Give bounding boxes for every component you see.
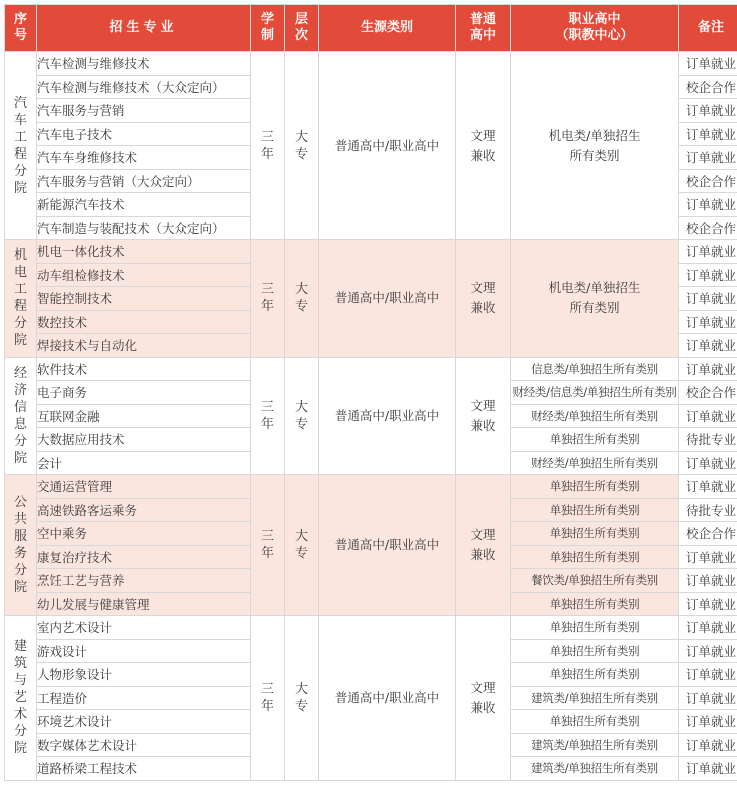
remark-badge: 订单就业 bbox=[679, 310, 737, 334]
text-line: 专 bbox=[294, 146, 308, 162]
text-line: 分 bbox=[13, 163, 27, 179]
program-years bbox=[251, 52, 285, 240]
student-source: 普通高中/职业高中 bbox=[319, 240, 456, 358]
text-line: 文理 bbox=[470, 397, 496, 413]
major-name: 游戏设计 bbox=[37, 639, 251, 663]
vocational-category: 单独招生所有类别 bbox=[511, 710, 679, 734]
major-name: 道路桥梁工程技术 bbox=[37, 757, 251, 781]
program-level bbox=[285, 357, 319, 475]
remark-badge: 校企合作 bbox=[679, 522, 737, 546]
high-school-policy bbox=[456, 52, 511, 240]
text-line: 服 bbox=[13, 529, 27, 544]
text-line: 年 bbox=[260, 146, 274, 162]
text-line: 文理 bbox=[470, 127, 496, 143]
text-line: 信 bbox=[13, 399, 27, 415]
remark-badge: 订单就业 bbox=[679, 757, 737, 781]
program-years bbox=[251, 475, 285, 616]
program-level bbox=[285, 52, 319, 240]
major-name: 空中乘务 bbox=[37, 522, 251, 546]
text-line: 大 bbox=[294, 399, 308, 415]
department-name bbox=[5, 240, 37, 358]
text-line: 兼收 bbox=[470, 147, 496, 163]
table-row bbox=[5, 616, 737, 640]
text-line: 文理 bbox=[470, 527, 496, 542]
vocational-category: 财经类/单独招生所有类别 bbox=[511, 451, 679, 475]
major-name: 焊接技术与自动化 bbox=[37, 334, 251, 358]
major-name: 环境艺术设计 bbox=[37, 710, 251, 734]
major-name: 汽车检测与维修技术（大众定向） bbox=[37, 75, 251, 99]
remark-badge: 订单就业 bbox=[679, 193, 737, 217]
remark-badge: 校企合作 bbox=[679, 216, 737, 240]
vocational-category bbox=[511, 52, 679, 240]
major-name: 互联网金融 bbox=[37, 404, 251, 428]
major-name: 动车组检修技术 bbox=[37, 263, 251, 287]
major-name: 康复治疗技术 bbox=[37, 545, 251, 569]
text-line: 所有类别 bbox=[569, 147, 620, 163]
text-line: 兼收 bbox=[470, 300, 496, 316]
student-source: 普通高中/职业高中 bbox=[319, 616, 456, 781]
program-years bbox=[251, 357, 285, 475]
text-line: 术 bbox=[13, 707, 27, 723]
major-name: 汽车制造与装配技术（大众定向） bbox=[37, 216, 251, 240]
text-line: 车 bbox=[13, 112, 27, 128]
text-line: 年 bbox=[260, 299, 274, 315]
text-line: 机 bbox=[13, 248, 27, 264]
header-seq: 序 号 bbox=[5, 5, 37, 52]
remark-badge: 校企合作 bbox=[679, 75, 737, 99]
vocational-category: 财经类/信息类/单独招生所有类别 bbox=[511, 381, 679, 405]
vocational-category: 单独招生所有类别 bbox=[511, 639, 679, 663]
department-name bbox=[5, 357, 37, 475]
text-line: 经 bbox=[13, 365, 27, 381]
header-years: 学 制 bbox=[251, 5, 285, 52]
text-line: 所有类别 bbox=[569, 300, 620, 316]
major-name: 高速铁路客运乘务 bbox=[37, 498, 251, 522]
text-line: 艺 bbox=[13, 690, 27, 706]
text-line: 大 bbox=[294, 529, 308, 544]
vocational-category: 餐饮类/单独招生所有类别 bbox=[511, 569, 679, 593]
remark-badge: 待批专业 bbox=[679, 498, 737, 522]
header-source: 生源类别 bbox=[319, 5, 456, 52]
remark-badge: 订单就业 bbox=[679, 475, 737, 499]
text-line: 务 bbox=[13, 546, 27, 561]
vocational-category: 建筑类/单独招生所有类别 bbox=[511, 686, 679, 710]
text-line: 院 bbox=[13, 741, 27, 757]
remark-badge: 订单就业 bbox=[679, 357, 737, 381]
text-line: 三 bbox=[260, 129, 274, 145]
remark-badge: 订单就业 bbox=[679, 334, 737, 358]
text-line: 专 bbox=[294, 416, 308, 432]
vocational-category: 单独招生所有类别 bbox=[511, 663, 679, 687]
text-line: 分 bbox=[13, 316, 27, 332]
vocational-category: 单独招生所有类别 bbox=[511, 592, 679, 616]
text-line: 与 bbox=[13, 673, 27, 689]
remark-badge: 订单就业 bbox=[679, 240, 737, 264]
major-name: 室内艺术设计 bbox=[37, 616, 251, 640]
header-high-school: 普通 高中 bbox=[456, 5, 511, 52]
table-row bbox=[5, 475, 737, 499]
major-name: 幼儿发展与健康管理 bbox=[37, 592, 251, 616]
remark-badge: 校企合作 bbox=[679, 381, 737, 405]
vocational-category: 单独招生所有类别 bbox=[511, 475, 679, 499]
high-school-policy bbox=[456, 240, 511, 358]
table-row bbox=[5, 52, 737, 76]
program-level bbox=[285, 475, 319, 616]
department-name bbox=[5, 52, 37, 240]
remark-badge: 订单就业 bbox=[679, 99, 737, 123]
remark-badge: 订单就业 bbox=[679, 616, 737, 640]
remark-badge: 订单就业 bbox=[679, 263, 737, 287]
header-remark: 备注 bbox=[679, 5, 737, 52]
text-line: 专 bbox=[294, 299, 308, 315]
major-name: 交通运营管理 bbox=[37, 475, 251, 499]
major-name: 大数据应用技术 bbox=[37, 428, 251, 452]
text-line: 分 bbox=[13, 724, 27, 740]
remark-badge: 订单就业 bbox=[679, 663, 737, 687]
remark-badge: 订单就业 bbox=[679, 122, 737, 146]
vocational-category: 单独招生所有类别 bbox=[511, 545, 679, 569]
major-name: 会计 bbox=[37, 451, 251, 475]
text-line: 院 bbox=[13, 333, 27, 349]
text-line: 院 bbox=[13, 180, 27, 196]
vocational-category: 财经类/单独招生所有类别 bbox=[511, 404, 679, 428]
remark-badge: 订单就业 bbox=[679, 592, 737, 616]
text-line: 文理 bbox=[470, 679, 496, 695]
remark-badge: 待批专业 bbox=[679, 428, 737, 452]
text-line: 专 bbox=[294, 546, 308, 561]
program-level bbox=[285, 616, 319, 781]
text-line: 兼收 bbox=[470, 547, 496, 562]
text-line: 工 bbox=[13, 129, 27, 145]
text-line: 济 bbox=[13, 382, 27, 398]
vocational-category: 单独招生所有类别 bbox=[511, 498, 679, 522]
high-school-policy bbox=[456, 616, 511, 781]
vocational-category: 单独招生所有类别 bbox=[511, 428, 679, 452]
high-school-policy bbox=[456, 475, 511, 616]
text-line: 机电类/单独招生 bbox=[548, 280, 641, 296]
table-body bbox=[5, 52, 737, 781]
program-years bbox=[251, 616, 285, 781]
text-line: 三 bbox=[260, 399, 274, 415]
remark-badge: 订单就业 bbox=[679, 710, 737, 734]
student-source: 普通高中/职业高中 bbox=[319, 52, 456, 240]
major-name: 汽车车身维修技术 bbox=[37, 146, 251, 170]
vocational-category: 单独招生所有类别 bbox=[511, 616, 679, 640]
text-line: 分 bbox=[13, 563, 27, 578]
text-line: 筑 bbox=[13, 656, 27, 672]
student-source: 普通高中/职业高中 bbox=[319, 475, 456, 616]
remark-badge: 订单就业 bbox=[679, 686, 737, 710]
high-school-policy bbox=[456, 357, 511, 475]
text-line: 年 bbox=[260, 416, 274, 432]
remark-badge: 订单就业 bbox=[679, 733, 737, 757]
remark-badge: 订单就业 bbox=[679, 404, 737, 428]
vocational-category: 建筑类/单独招生所有类别 bbox=[511, 733, 679, 757]
major-name: 智能控制技术 bbox=[37, 287, 251, 311]
text-line: 电 bbox=[13, 265, 27, 281]
text-line: 大 bbox=[294, 129, 308, 145]
major-name: 烹饪工艺与营养 bbox=[37, 569, 251, 593]
text-line: 程 bbox=[13, 146, 27, 162]
vocational-category: 建筑类/单独招生所有类别 bbox=[511, 757, 679, 781]
major-name: 数控技术 bbox=[37, 310, 251, 334]
text-line: 三 bbox=[260, 681, 274, 697]
text-line: 三 bbox=[260, 282, 274, 298]
major-name: 电子商务 bbox=[37, 381, 251, 405]
remark-badge: 订单就业 bbox=[679, 52, 737, 76]
text-line: 息 bbox=[13, 416, 27, 432]
remark-badge: 校企合作 bbox=[679, 169, 737, 193]
admission-table bbox=[4, 4, 737, 781]
text-line: 专 bbox=[294, 698, 308, 714]
header-major: 招生专业 bbox=[37, 5, 251, 52]
text-line: 机电类/单独招生 bbox=[548, 127, 641, 143]
remark-badge: 订单就业 bbox=[679, 569, 737, 593]
text-line: 公 bbox=[13, 495, 27, 510]
major-name: 机电一体化技术 bbox=[37, 240, 251, 264]
vocational-category bbox=[511, 240, 679, 358]
text-line: 建 bbox=[13, 639, 27, 655]
program-years bbox=[251, 240, 285, 358]
major-name: 数字媒体艺术设计 bbox=[37, 733, 251, 757]
text-line: 年 bbox=[260, 546, 274, 561]
remark-badge: 订单就业 bbox=[679, 146, 737, 170]
admission-table-container bbox=[4, 4, 736, 785]
department-name bbox=[5, 475, 37, 616]
text-line: 大 bbox=[294, 282, 308, 298]
table-row bbox=[5, 357, 737, 381]
remark-badge: 订单就业 bbox=[679, 545, 737, 569]
major-name: 汽车服务与营销 bbox=[37, 99, 251, 123]
student-source: 普通高中/职业高中 bbox=[319, 357, 456, 475]
remark-badge: 订单就业 bbox=[679, 287, 737, 311]
table-row bbox=[5, 240, 737, 264]
text-line: 文理 bbox=[470, 280, 496, 296]
remark-badge: 订单就业 bbox=[679, 451, 737, 475]
program-level bbox=[285, 240, 319, 358]
text-line: 三 bbox=[260, 529, 274, 544]
department-name bbox=[5, 616, 37, 781]
text-line: 分 bbox=[13, 433, 27, 449]
vocational-category: 单独招生所有类别 bbox=[511, 522, 679, 546]
text-line: 院 bbox=[13, 580, 27, 595]
major-name: 软件技术 bbox=[37, 357, 251, 381]
text-line: 兼收 bbox=[470, 699, 496, 715]
text-line: 共 bbox=[13, 512, 27, 527]
header-level: 层 次 bbox=[285, 5, 319, 52]
major-name: 新能源汽车技术 bbox=[37, 193, 251, 217]
major-name: 汽车服务与营销（大众定向） bbox=[37, 169, 251, 193]
remark-badge: 订单就业 bbox=[679, 639, 737, 663]
text-line: 大 bbox=[294, 681, 308, 697]
text-line: 院 bbox=[13, 450, 27, 466]
text-line: 程 bbox=[13, 299, 27, 315]
text-line: 兼收 bbox=[470, 417, 496, 433]
text-line: 年 bbox=[260, 698, 274, 714]
major-name: 工程造价 bbox=[37, 686, 251, 710]
header-vocational: 职业高中 （职教中心） bbox=[511, 5, 679, 52]
major-name: 汽车检测与维修技术 bbox=[37, 52, 251, 76]
table-header-row bbox=[5, 5, 737, 52]
vocational-category: 信息类/单独招生所有类别 bbox=[511, 357, 679, 381]
text-line: 汽 bbox=[13, 95, 27, 111]
major-name: 人物形象设计 bbox=[37, 663, 251, 687]
text-line: 工 bbox=[13, 282, 27, 298]
major-name: 汽车电子技术 bbox=[37, 122, 251, 146]
